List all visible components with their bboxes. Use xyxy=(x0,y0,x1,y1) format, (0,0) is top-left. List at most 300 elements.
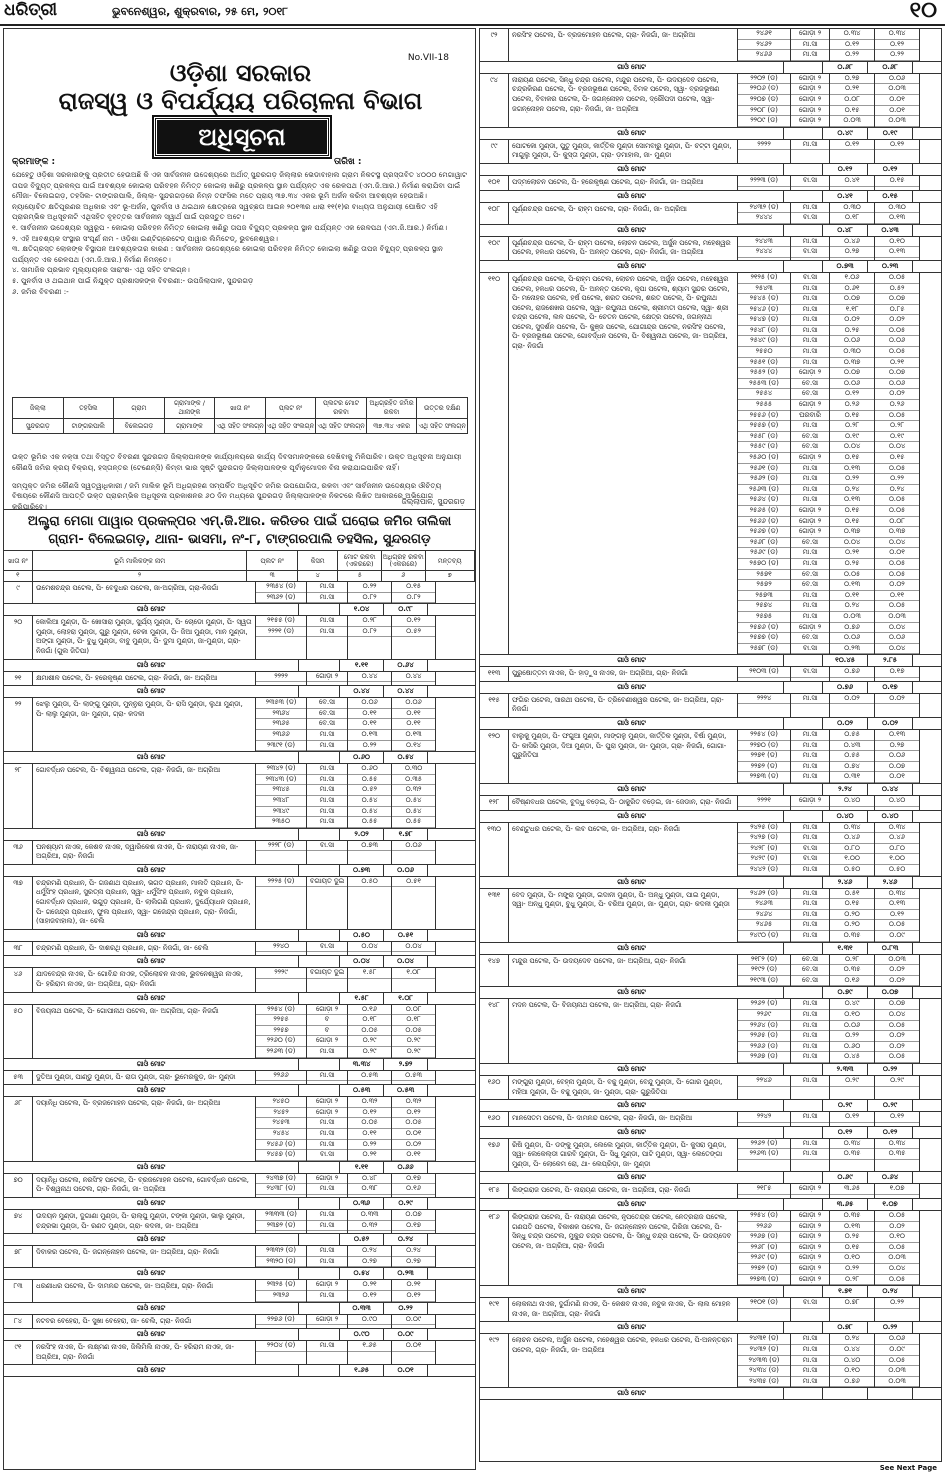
acquired-area: ୦.୧୨ xyxy=(392,1108,435,1119)
owner-name: ଗୋବର୍ଦ୍ଧନ ପଟେଲ, ପି- ବିଶ୍ୱନାଥ ପଟେଲ, ଗ୍ରା- ନିଜଗାଁ, ଜା- ଅଗ୍ରିଆ xyxy=(33,764,256,828)
total-area: ୦.୩୪ xyxy=(830,823,874,834)
village-total-row xyxy=(4,1365,475,1377)
land-type: ମା.ସା xyxy=(791,464,829,475)
total-area: ୦.୫୩ xyxy=(348,1071,391,1082)
table-header-cell: ଉତ୍ତର ଦକ୍ଷିଣ xyxy=(417,398,468,419)
acquired-area: ୦.୦୨ xyxy=(875,976,919,987)
notification-title: ଅଧିସୂଚନା xyxy=(154,117,330,157)
acquired-area-cell xyxy=(875,74,920,127)
total-area: ୦.୦୩ xyxy=(830,116,874,127)
plot-number: ୨୪୪୪ xyxy=(738,247,790,258)
total-area-sum: ୦.୫୩ xyxy=(340,1085,384,1096)
village-total-row xyxy=(480,655,941,667)
acquired-area: ୦.୦୭ xyxy=(875,762,919,773)
acquired-area: ୦.୧୩ xyxy=(392,730,435,741)
land-type: ମା.ସା xyxy=(307,730,347,741)
village-total-row xyxy=(4,1234,475,1246)
land-type-cell xyxy=(307,942,348,956)
total-blank xyxy=(299,956,340,967)
remarks-cell xyxy=(920,1334,941,1387)
plot-number: ୨୩୫୩ (ଡ) xyxy=(256,698,306,709)
next-page-note: See Next Page xyxy=(879,1464,937,1472)
total-area: ୦.୦୨ xyxy=(830,315,874,326)
village-total-label: ଗାଓଁ ମୋଟ xyxy=(480,1199,784,1210)
land-record xyxy=(480,140,941,164)
plot-number: ୨୫୫୨ (ଡ) xyxy=(738,368,790,379)
acquired-area: ୦.୧୩ xyxy=(875,247,919,258)
total-area: ୦.୧୨ xyxy=(830,1112,874,1123)
acquired-area: ୦.୦୮ xyxy=(392,1005,435,1016)
remarks-cell xyxy=(920,29,941,61)
total-area-sum: ୨.୦୨ xyxy=(340,829,384,840)
land-type: ଗୋଡ଼ା ୨ xyxy=(307,1108,347,1119)
acquired-area: ୦.୦୨ xyxy=(875,389,919,400)
total-area: ୦.୪୮ xyxy=(348,1174,391,1185)
total-area-sum: ୧.୧୧ xyxy=(340,1162,384,1173)
total-area: ୦.୫୪ xyxy=(348,796,391,807)
total-area-sum: ୦.୧୨ xyxy=(823,1127,868,1138)
plot-number: ୨୩୪୯ xyxy=(256,807,306,818)
land-type: ବା.ସା xyxy=(791,247,829,258)
acquired-area-cell xyxy=(875,1139,920,1172)
plot-number: ୨୪୫୪ xyxy=(256,1129,306,1140)
acquired-area: ୦.୧୭ xyxy=(392,1221,435,1232)
total-area: ୦.୩୭ xyxy=(830,527,874,538)
acquired-area: ୦.୦୩ xyxy=(875,1366,919,1377)
acquired-area: ୦.୦୧ xyxy=(392,1341,435,1352)
plot-number-cell xyxy=(256,1097,307,1161)
acquired-area-cell xyxy=(875,1112,920,1126)
total-area-cell xyxy=(348,1210,392,1233)
plot-number: ୨୨୭୦ (ଡ) xyxy=(738,741,790,752)
remarks-cell xyxy=(436,616,475,658)
plot-number: ୨୫୭୫ xyxy=(738,612,790,623)
plot-number: ୨୪୨୮ (ଡ) xyxy=(738,844,790,855)
total-area: ୦.୨୮ xyxy=(348,616,391,627)
village-total-row xyxy=(4,1303,475,1315)
owner-name: ଘନଶ୍ୟାମ ନାଏକ, କେଶବ ନାଏକ, ଦ୍ୱାରିକେଶ ନାଏକ, ପି- ନାରାୟଣ ନାଏକ, ଜା- ଅଗ୍ରିଆ, ଗ୍ରା- ନିଜଗାଁ xyxy=(33,841,256,864)
land-type: ମା.ସା xyxy=(307,764,347,775)
plot-number-cell xyxy=(256,877,307,929)
column-number: ୨ xyxy=(33,571,248,581)
village-total-row xyxy=(480,1388,941,1400)
land-type: ଗୋଡ଼ା ୨ xyxy=(791,1243,829,1254)
list-item: ୬. ଜମିର ବିବରଣୀ :- xyxy=(12,286,69,296)
village-total-row xyxy=(480,718,941,730)
total-area: ୦.୨୯ xyxy=(830,1076,874,1087)
acquired-area-cell xyxy=(875,1184,920,1198)
land-type: ଗୋଡ଼ା ୨ xyxy=(791,1264,829,1275)
village-total-label: ଗାଓଁ ମୋଟ xyxy=(480,655,784,666)
plot-number: ୨୨୨୫ (ଡ) xyxy=(256,877,306,888)
land-type: ମା.ସା xyxy=(791,1356,829,1367)
plot-number: ୨୧୨୫ (ଡ) xyxy=(738,273,790,284)
total-area: ୦.୫୦ xyxy=(348,877,391,888)
plot-number: ୨୫୭୨ xyxy=(738,580,790,591)
plot-number: ୨୪୬୫ xyxy=(738,920,790,931)
total-area: ୦.୪୬ xyxy=(830,833,874,844)
total-area-cell xyxy=(348,764,392,828)
plot-number: ୨୪୪୪ xyxy=(738,213,790,224)
land-type: ମା.ସା xyxy=(307,785,347,796)
plot-number: ୨୫୭୬ (ଡ) xyxy=(738,623,790,634)
land-record xyxy=(480,29,941,62)
paragraph: ଉକ୍ତ ଭୂମିର ଏକ ନକ୍ସା ତଥା ବିସ୍ତୃତ ବିବରଣୀ ସୁନ୍ଦରଗଡ଼ ଜିଲ୍ଲାପାଳଙ୍କ କାର୍ଯ୍ୟାଳୟରେ କାର୍ଯ୍ୟ ଦିବସମାନଙ୍କରେ ଦେଖିବାକୁ ମିଳିପାରିବ। ଉକ୍ତ ଅଧିସୂଚନା ଅନୁଯାୟୀ କୌଣସି ଜମିର କ୍ରୟ ବିକ୍ରୟ, ହସ୍ତାନ୍ତର (ଟେଣେନ୍ସି) କିମ୍ବା ଭାର ସୃଷ୍ଟି ସୁନ୍ଦରଗଡ଼ ଜିଲ୍ଲାପାଳଙ୍କ ପୂର୍ବାନୁମୋଦନ ବିନା କରାଯାଇପାରିବ ନାହିଁ। xyxy=(12,452,462,472)
acquired-area-sum: ୨.୪୬ xyxy=(868,877,913,888)
acquired-area-cell xyxy=(392,672,436,686)
plot-number: ୨୩୪୫ xyxy=(256,785,306,796)
khata-number: ୧୭୬ xyxy=(480,1139,509,1172)
land-type-cell xyxy=(791,1211,830,1285)
land-type: ଗୋଡ଼ା ୨ xyxy=(791,116,829,127)
land-type: ଗୋଡ଼ା ୨ xyxy=(791,623,829,634)
land-record xyxy=(480,889,941,943)
plot-number: ୨୨୫୭ xyxy=(256,1026,306,1037)
total-area: ୦.୮୦ xyxy=(830,844,874,855)
land-type-cell xyxy=(791,889,830,942)
plot-number: ୨୨୫୪ (ଡ) xyxy=(738,1211,790,1222)
acquired-area-sum: ୦.୪୦ xyxy=(868,811,913,822)
total-area: ୦.୪୧ xyxy=(830,176,874,187)
acquired-area: ୦.୧୫ xyxy=(875,453,919,464)
owner-name: ଉଦୟନ ମୁଣ୍ଡା, ଦୁଗାଣା ମୁଣ୍ଡା, ପି- ରାଲ୍ପୁ ମୁଣ୍ଡା, ଟଙ୍କା ମୁଣ୍ଡା, ଭାଲୁ ମୁଣ୍ଡା, ଚନ୍ଦ୍ରଭା ମୁଣ୍ଡା, ପି- ରଣତ ମୁଣ୍ଡା, ଗ୍ରା- କଦଳୀ, ଜା- ଅଗ୍ରିଆ xyxy=(33,1210,256,1233)
total-blank xyxy=(784,1322,823,1333)
total-area-sum: ୨.୪୬ xyxy=(823,877,868,888)
total-area: ୦.୧୩ xyxy=(348,730,391,741)
table-header-cell: ଅଧିଗ୍ରହିତ ଜମିର ରକବା xyxy=(366,398,417,419)
total-area: ୦.୭୬ xyxy=(830,623,874,634)
acquired-area: ୧.୦୮ xyxy=(392,968,435,979)
land-type: ଗୋଡ଼ା ୨ xyxy=(791,84,829,95)
total-area-cell xyxy=(830,237,875,260)
land-type: ମା.ସା xyxy=(791,315,829,326)
khata-number: ୫୦ xyxy=(4,1005,33,1058)
total-area-cell xyxy=(830,823,875,876)
total-blank xyxy=(784,128,823,139)
land-type: ମା.ସା xyxy=(791,823,829,834)
acquired-area: ୦.୦୭ xyxy=(875,294,919,305)
acquired-area-sum: ୧.୦୭ xyxy=(868,1199,913,1210)
total-blank xyxy=(299,1329,340,1340)
owner-name: ଲିଙ୍ଗରାଜ ପଟେଲ, ପି- ନାରାୟଣ ପଟେଲ, ଜା- ଅଗ୍ରିଆ, ଗ୍ରା- ନିଜଗାଁ xyxy=(509,1184,738,1198)
plot-number: ୨୩୯୧ (ଡ) xyxy=(256,741,306,752)
plot-number: ୨୫୪୯ (ଡ) xyxy=(738,336,790,347)
acquired-area: ୦.୫୪ xyxy=(392,807,435,818)
acquired-area: ୦.୦୯ xyxy=(875,931,919,942)
plot-number: ୨୫୫୯ (ଡ) xyxy=(738,442,790,453)
owner-name: ଯାଦବେନ୍ଦ୍ର ନାଏକ, ପି- ଗୋବିନ୍ଦ ନାଏକ, ତ୍ରିଲୋଚନ ନାଏକ, ଭୁବନେଶ୍ୱର ନାଏକ, ପି- ହରିରାମ ନାଏକ, ଜା- ଅଗ୍ରିଆ, ଗ୍ରା- ନିଜଗାଁ xyxy=(33,968,256,991)
total-area-sum: ୦.୫୪ xyxy=(340,1268,384,1279)
dateline: ଭୁବନେଶ୍ୱର, ଶୁକ୍ରବାର, ୨୫ ମେ, ୨୦୧୮ xyxy=(112,5,288,18)
land-type-cell xyxy=(307,877,348,929)
acquired-area: ୦.୦୪ xyxy=(875,644,919,655)
plot-number: ୨୪୬୩ xyxy=(738,899,790,910)
land-type: ବେ.ସା xyxy=(791,955,829,966)
acquired-area: ୦.୨୪ xyxy=(392,1246,435,1257)
village-total-row xyxy=(4,1059,475,1071)
acquired-area: ୧.୦୭ xyxy=(875,1184,919,1195)
total-area: ୦.୦୫ xyxy=(830,570,874,581)
village-total-row xyxy=(480,1100,941,1112)
acquired-area: ୦.୫୩ xyxy=(392,1071,435,1082)
acquired-area: ୦.୦୫ xyxy=(875,347,919,358)
acquired-area: ୦.୧୧ xyxy=(392,719,435,730)
plot-number: ୨୪୩୨ (ଡ) xyxy=(738,1345,790,1356)
plot-number: ୨୨୦୮ (ଡ) xyxy=(738,106,790,117)
plot-number-cell xyxy=(738,203,791,224)
khata-number: ୧୩୦ xyxy=(480,823,509,876)
plot-number-cell xyxy=(256,1174,307,1197)
total-area-sum: ୦.୩୩ xyxy=(340,1303,384,1314)
acquired-area-cell xyxy=(392,1341,436,1364)
remarks-cell xyxy=(920,889,941,942)
khata-number: ୨୨ xyxy=(4,698,33,751)
village-total-label: ଗାଓଁ ମୋଟ xyxy=(480,784,784,795)
village-total-label: ଗାଓଁ ମୋଟ xyxy=(480,225,784,236)
village-total-label: ଗାଓଁ ମୋଟ xyxy=(4,1162,299,1173)
land-type: ମା.ସା xyxy=(791,203,829,214)
village-total-row xyxy=(480,877,941,889)
land-type: ବେ.ସା xyxy=(791,379,829,390)
acquired-area-sum: ୦.୫୪ xyxy=(384,752,428,763)
village-total-row xyxy=(4,686,475,698)
plot-number-cell xyxy=(256,1315,307,1329)
plot-number-cell xyxy=(738,176,791,190)
khata-number: ୯୪ xyxy=(480,74,509,127)
total-area-cell xyxy=(830,1112,875,1126)
plot-number-cell xyxy=(738,1076,791,1099)
total-blank xyxy=(299,1268,340,1279)
list-title: ଅଲ୍ଟ୍ରା ମେଗା ପାୱାର ପ୍ରକଳ୍ପର ଏମ୍.ଜି.ଆର. କରିଡର ପାଇଁ ଘରୋଇ ଜମିର ତାଲିକା xyxy=(27,514,452,529)
acquired-area: ୦.୨୯ xyxy=(875,1076,919,1087)
plot-number: ୨୨୨୯ xyxy=(256,968,306,979)
total-blank xyxy=(299,865,340,876)
total-area-cell xyxy=(830,74,875,127)
column-numbers xyxy=(4,571,475,582)
total-area: ୦.୧୨ xyxy=(830,40,874,51)
plot-number-cell xyxy=(738,694,791,717)
land-type: ମା.ସା xyxy=(791,999,829,1010)
land-type-cell xyxy=(791,273,830,654)
total-area: ୦.୧୧ xyxy=(348,709,391,720)
plot-number-cell xyxy=(256,1071,307,1085)
land-type: ମା.ସା xyxy=(791,1112,829,1123)
plot-number-cell xyxy=(256,1341,307,1364)
land-record xyxy=(480,1076,941,1100)
land-type: ଗୋଡ଼ା ୨ xyxy=(791,1232,829,1243)
owner-name: ଦୁତିଆ ମୁଣ୍ଡା, ପାଣ୍ଡୁ ମୁଣ୍ଡା, ପି- ରାତା ମୁଣ୍ଡା, ଗ୍ରା- ଭୁମେରକୁଡ଼, ଜା- ମୁଣ୍ଡା xyxy=(33,1071,256,1085)
acquired-area: ୦.୫୨ xyxy=(392,627,435,638)
village-total-label: ଗାଓଁ ମୋଟ xyxy=(4,1329,299,1340)
acquired-area: ୦.୦୫ xyxy=(392,1118,435,1129)
total-area-cell xyxy=(830,999,875,1063)
plot-number: ୨୨୬୩ (ଡ) xyxy=(738,1149,790,1160)
plot-number: ୨୨୬୫ (ଡ) xyxy=(738,1031,790,1042)
land-type: ବେ.ସା xyxy=(307,709,347,720)
plot-number: ୨୪୩୩ (ଡ) xyxy=(738,1356,790,1367)
total-area: ୦.୧୩ xyxy=(830,464,874,475)
land-type: ମା.ସା xyxy=(307,775,347,786)
list-item: ୩. କ୍ଷତିଗ୍ରସ୍ତ ଲୋକଙ୍କ ବିସ୍ଥାପନ ଆବଶ୍ୟକତାର କାରଣ : ସାର୍ବଜନୀନ ଉଦ୍ଦେଶ୍ୟରେ କୋଇଲା ପରିବହନ ନିମିତ୍ତ କୋଇଲା ଖଣିରୁ ତାପଜ ବିଦ୍ୟୁତ୍ ପ୍ରକଳ୍ପ ସ୍ଥାନ ପର୍ଯ୍ୟନ୍ତ ଏକ ରେଳପଥ (ଏମ.ଜି.ଆର.) ନିର୍ମାଣ ନିମନ୍ତେ। xyxy=(12,244,443,264)
land-record xyxy=(4,698,475,752)
plot-number: ୨୨୬୬ xyxy=(256,1071,306,1082)
total-area: ୦.୨୮ xyxy=(830,1275,874,1286)
land-record xyxy=(4,1315,475,1330)
plot-number-cell xyxy=(256,1210,307,1233)
acquired-area: ୦.୦୭ xyxy=(875,368,919,379)
acquired-area-cell xyxy=(875,237,920,260)
land-record xyxy=(480,237,941,261)
total-area-cell xyxy=(348,1280,392,1301)
land-type: ଗୋଡ଼ା ୨ xyxy=(307,1005,347,1016)
total-area: ୦.୪୦ xyxy=(830,796,874,807)
total-blank xyxy=(784,1100,823,1111)
total-area: ୦.୧୫ xyxy=(830,106,874,117)
total-area: ୦.୨୪ xyxy=(830,485,874,496)
acquired-area-sum: ୦.୬୬ xyxy=(384,1162,428,1173)
total-area: ୦.୨୩ xyxy=(830,644,874,655)
total-area: ୦.୮୨ xyxy=(348,593,391,604)
land-type: ମା.ସା xyxy=(307,1221,347,1232)
notification-box xyxy=(4,29,475,510)
village-total-row xyxy=(4,752,475,764)
reference-number: No.VII-18 xyxy=(407,53,449,63)
plot-number: ୨୩୭୨ (ଡ) xyxy=(256,1221,306,1232)
land-type: ଗୋଡ଼ା ୨ xyxy=(307,1036,347,1047)
total-area: ୦.୨୨ xyxy=(348,1140,391,1151)
total-blank xyxy=(299,752,340,763)
plot-number: ୨୩୪୨ (ଡ) xyxy=(256,764,306,775)
total-area: ୦.୧୮ xyxy=(348,1015,391,1026)
total-area: ୦.୪୪ xyxy=(830,1345,874,1356)
acquired-area-sum: ୧.୦୮ xyxy=(384,993,428,1004)
acquired-area-sum: ୦.୪୩ xyxy=(868,225,913,236)
plot-number-cell xyxy=(738,1211,791,1285)
acquired-area-sum: ୨.୭୨ xyxy=(384,1059,428,1070)
village-total-row xyxy=(4,993,475,1005)
owner-name: ପୁରୁଷୋତ୍ତମ ନାଏକ, ପି- ହାଡ଼ୁସ ନାଏକ, ଜା- ଅଗ୍ରିଆ, ଗ୍ରା- ନିଜଗାଁ xyxy=(509,667,738,681)
land-type: ମା.ସା xyxy=(791,772,829,783)
plot-number: ୨୨୭୨ (ଡ) xyxy=(738,1264,790,1275)
acquired-area: ୦.୨୭ xyxy=(875,741,919,752)
land-type-cell xyxy=(791,1334,830,1387)
remarks-cell xyxy=(436,1005,475,1058)
land-type: ବା.ସା xyxy=(791,1298,829,1309)
acquired-area-sum: ୦.୧୨ xyxy=(868,164,913,175)
total-area: ୧.୦୬ xyxy=(830,273,874,284)
acquired-area-sum: ୦.୨୪ xyxy=(384,1234,428,1245)
table-header-cell: ତହସିଲ xyxy=(63,398,114,419)
land-type: ମା.ସା xyxy=(791,751,829,762)
remarks-cell xyxy=(920,1112,941,1126)
acquired-area: ୦.୧୪ xyxy=(392,741,435,752)
acquired-area: ୦.୦୨ xyxy=(875,965,919,976)
remarks-cell xyxy=(920,176,941,190)
plot-number: ୨୧୦୧ (ଡ) xyxy=(738,1298,790,1309)
land-type: ମା.ସା xyxy=(791,305,829,316)
plot-number: ୨୨୬୨ (ଡ) xyxy=(738,999,790,1010)
owner-name: ରିଷି ମୁଣ୍ଡା, ପି- ଡଙ୍କୁ ମୁଣ୍ଡା, ଲେଲେ ମୁଣ୍ଡା, କାର୍ତ୍ତିକ ମୁଣ୍ଡା, ପି- କୁସରା ମୁଣ୍ଡା, ସ୍ୱା- ଲେକେଲ୍ଡୀ ଗାରବି ମୁଣ୍ଡା, ପି- ସିଧୁ ମୁଣ୍ଡା, ପାଟି ମୁଣ୍ଡା, ସ୍ୱା- ଲେତେଙ୍ଗା ମୁଣ୍ଡା, ପି- ଲୋକେମ ରୋ, ଥା- ଲେପ୍ରିଡ଼ା, ଜା- ମୁଣ୍ଡା xyxy=(509,1139,738,1172)
remarks-cell xyxy=(436,877,475,929)
khata-number: ୧୯୧ xyxy=(480,1298,509,1321)
land-type: ମା.ସା xyxy=(791,889,829,900)
table-header-cell: ପ୍ଲଟ ନଂ xyxy=(265,398,316,419)
land-type-cell xyxy=(791,823,830,876)
acquired-area: ୦.୨୨ xyxy=(875,50,919,61)
total-blank xyxy=(784,655,823,666)
acquired-area-cell xyxy=(875,823,920,876)
plot-number: ୨୨୨୩ (ଡ) xyxy=(738,176,790,187)
land-record xyxy=(4,942,475,957)
total-area: ୦.୩୦ xyxy=(830,203,874,214)
plot-number: ୨୫୭୧ xyxy=(738,570,790,581)
village-total-row xyxy=(480,225,941,237)
total-area-cell xyxy=(348,1005,392,1058)
total-area: ୦.୫୫ xyxy=(348,775,391,786)
column-header: ଭୂମି ମାଲିକଙ୍କ ନାମ xyxy=(33,551,248,571)
khata-number: ୧୬୦ xyxy=(480,1112,509,1126)
plot-number: ୨୨୬୬ (ଡ) xyxy=(738,1042,790,1053)
acquired-area-sum: ୦.୧୯ xyxy=(868,128,913,139)
total-area: ୦.୨୯ xyxy=(348,1047,391,1058)
acquired-area-cell xyxy=(875,667,920,681)
plot-number: ୨୫୭୦ (ଡ) xyxy=(738,559,790,570)
table-header-cell: ଗ୍ରାମ xyxy=(114,398,165,419)
list-item: ୪. ସାମାଜିକ ପ୍ରଭାବ ମୂଲ୍ୟାୟନର ସାରାଂଶ- ଏଥି ସହିତ ସଂଲଗ୍ନ। xyxy=(12,265,190,275)
acquired-area-cell xyxy=(392,1315,436,1329)
plot-number: ୨୨୫୫ xyxy=(256,1015,306,1026)
land-type-cell xyxy=(307,764,348,828)
land-type: ବା.ସା xyxy=(791,176,829,187)
owner-name: ନରସିଂହ ପଟେଲ, ପି- ବ୍ରଜମୋହନ ପଟେଲ, ଗ୍ରା- ନିଜଗାଁ, ଜା- ଅଗ୍ରିଆ xyxy=(509,29,738,61)
total-area-sum: ୦.୦୪ xyxy=(340,956,384,967)
plot-number: ୨୧୯୨ (ଡ) xyxy=(738,965,790,976)
total-blank xyxy=(784,811,823,822)
total-area-sum: ୦.୫୦ xyxy=(340,930,384,941)
land-type: ମା.ସା xyxy=(791,730,829,741)
land-record xyxy=(480,999,941,1064)
land-type: ମା.ସା xyxy=(307,796,347,807)
land-type-cell xyxy=(791,955,830,987)
total-area: ୦.୫୨ xyxy=(348,785,391,796)
village-total-row xyxy=(480,1172,941,1184)
land-type: ଗୋଡ଼ା ୨ xyxy=(307,1315,347,1326)
land-type: ବେ.ସା xyxy=(307,698,347,709)
total-blank xyxy=(299,1162,340,1173)
land-type: ମା.ସା xyxy=(307,582,347,593)
total-area: ୦.୧୮ xyxy=(830,213,874,224)
village-total-label: ଗାଓଁ ମୋଟ xyxy=(4,752,299,763)
total-area-sum: ୧.୦୪ xyxy=(340,604,384,615)
acquired-area-cell xyxy=(875,203,920,224)
total-area: ୦.୪୬ xyxy=(830,237,874,248)
table-header-cell: ଗ୍ରାମାଙ୍କ / ଥାନାଙ୍କ xyxy=(164,398,215,419)
land-type: ବେ.ସା xyxy=(791,432,829,443)
total-blank xyxy=(299,930,340,941)
khata-number: ୧୮୫ xyxy=(480,1184,509,1198)
total-area: ୦.୨୧ xyxy=(348,1150,391,1161)
plot-number-cell xyxy=(256,616,307,658)
acquired-area: ୦.୨୧ xyxy=(875,358,919,369)
total-blank xyxy=(784,784,823,795)
total-area-cell xyxy=(348,841,392,864)
column-header: ମୋଟ ରକବା (ଏକରରେ) xyxy=(338,551,382,571)
land-type: ମା.ସା xyxy=(791,40,829,51)
land-record xyxy=(480,667,941,682)
plot-number: ୨୧୮୫ xyxy=(738,1184,790,1195)
acquired-area: ୦.୧୦ xyxy=(875,1232,919,1243)
land-type: ମା.ସା xyxy=(307,1071,347,1082)
